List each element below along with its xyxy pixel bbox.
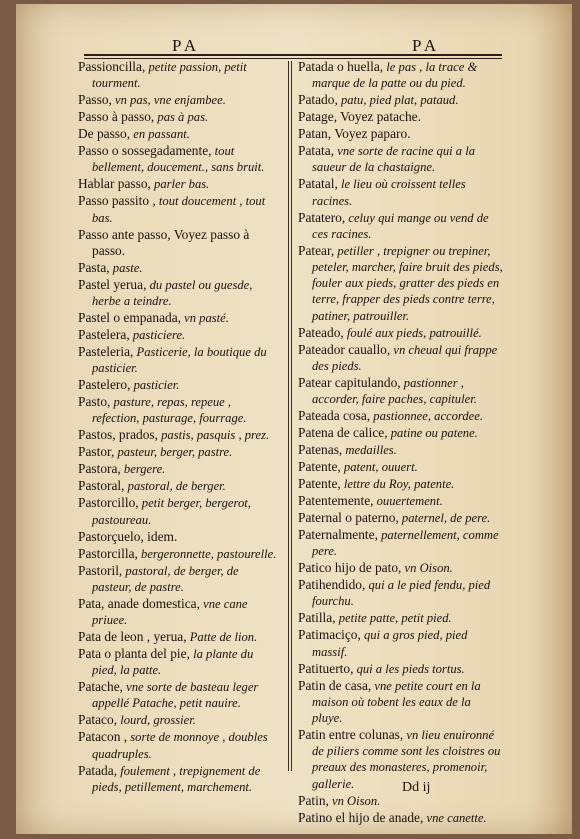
dictionary-entry: [298, 143, 504, 175]
entry-translation: petiller , trepigner ou trepiner, peteler, marcher, faire bruit des pieds, fouler aux pieds, gratter des pieds en terre, frapper des pieds contre terre, patiner, patrouiller.: [312, 243, 503, 323]
entry-headword: Patatero,: [298, 209, 346, 225]
dictionary-entry: [298, 92, 504, 108]
entry-headword: Pataco,: [78, 712, 118, 728]
entry-headword: Paternal o paterno,: [298, 510, 399, 526]
entry-translation: qui a les pieds tortus.: [353, 661, 465, 676]
entry-translation: pastis, pasquis , prez.: [157, 428, 270, 443]
entry-translation: le lieu où croissent telles racines.: [312, 177, 466, 208]
dictionary-entry: [298, 661, 504, 677]
entry-headword: Pastorçuelo, idem.: [78, 528, 178, 544]
entry-headword: Patata,: [298, 143, 335, 159]
entry-headword: Pastor,: [78, 444, 115, 460]
running-header-left: PA: [172, 36, 201, 55]
dictionary-entry: [78, 596, 280, 628]
entry-headword: Pata de leon , yerua,: [78, 629, 187, 645]
entry-translation: du pastel ou guesde, herbe a teindre.: [92, 277, 253, 309]
entry-headword: Passo à passo,: [78, 109, 155, 125]
entry-translation: qui a gros pied, pied massif.: [312, 628, 468, 659]
entry-translation: bergeronnette, pastourelle.: [137, 546, 277, 561]
dictionary-entry: [78, 444, 280, 460]
dictionary-entry: [78, 327, 280, 343]
running-header-right: PA: [412, 36, 441, 55]
entry-translation: bergere.: [120, 462, 166, 477]
dictionary-entry: [298, 810, 504, 826]
entry-translation: lettre du Roy, patente.: [340, 477, 455, 492]
entry-translation: Pasticerie, la boutique du pasticier.: [92, 345, 267, 376]
entry-translation: petite patte, petit pied.: [335, 611, 452, 626]
dictionary-entry: [78, 227, 280, 259]
entry-headword: De passo,: [78, 126, 131, 142]
dictionary-entry: [298, 527, 504, 559]
entry-translation: tout bellement, doucement., sans bruit.: [92, 144, 265, 175]
entry-headword: Pastelero,: [78, 377, 131, 393]
dictionary-entry: [78, 277, 280, 309]
entry-headword: Patente,: [298, 459, 341, 475]
entry-headword: Patente,: [298, 476, 341, 492]
entry-headword: Pastora,: [78, 461, 121, 477]
entry-headword: Patilla,: [298, 610, 336, 626]
dictionary-entry: [78, 176, 280, 192]
dictionary-entry: [78, 193, 280, 225]
dictionary-entry: [78, 461, 280, 477]
dictionary-entry: [298, 342, 504, 374]
entry-headword: Patihendido,: [298, 577, 366, 593]
entry-headword: Patatal,: [298, 176, 338, 192]
dictionary-entry: [78, 679, 280, 711]
dictionary-entry: [78, 495, 280, 527]
entry-headword: Patacon ,: [78, 729, 128, 745]
entry-translation: pastionner , accorder, faire paches, capituler.: [312, 375, 477, 407]
entry-headword: Patin de casa,: [298, 677, 372, 693]
entry-translation: la plante du pied, la patte.: [92, 647, 254, 678]
dictionary-entry: [298, 126, 504, 142]
dictionary-entry: [78, 712, 280, 728]
entry-translation: en passant.: [130, 127, 190, 142]
dictionary-entry: [298, 243, 504, 324]
entry-headword: Patear,: [298, 242, 335, 258]
dictionary-entry: [78, 143, 280, 175]
dictionary-entry: [78, 92, 280, 108]
dictionary-entry: [78, 377, 280, 393]
entry-headword: Patico hijo de pato,: [298, 560, 402, 576]
dictionary-entry: [298, 408, 504, 424]
entry-headword: Pastos, prados,: [78, 427, 158, 443]
entry-headword: Pateado,: [298, 324, 344, 340]
entry-headword: Pastoril,: [78, 562, 123, 578]
left-column: [78, 59, 280, 796]
entry-translation: Patte de lion.: [186, 630, 258, 645]
entry-translation: celuy qui mange ou vend de ces racines.: [312, 210, 489, 241]
entry-translation: patine ou patene.: [387, 426, 478, 441]
entry-headword: Pasta,: [78, 259, 110, 275]
entry-headword: Pastelera,: [78, 327, 130, 343]
entry-headword: Passioncilla,: [78, 59, 146, 74]
entry-headword: Patear capitulando,: [298, 374, 401, 390]
entry-headword: Patada,: [78, 762, 118, 778]
dictionary-entry: [298, 510, 504, 526]
entry-headword: Passo o sossegadamente,: [78, 143, 212, 159]
entry-translation: paste.: [109, 260, 143, 275]
entry-headword: Patage, Voyez patache.: [298, 109, 421, 125]
dictionary-entry: [78, 427, 280, 443]
entry-headword: Pastorcilla,: [78, 545, 138, 561]
entry-translation: pasteur, berger, pastre.: [114, 445, 233, 460]
entry-headword: Passo,: [78, 92, 112, 108]
entry-headword: Passo ante passo, Voyez passo à passo.: [78, 226, 250, 258]
dictionary-entry: [298, 109, 504, 125]
dictionary-entry: [78, 629, 280, 645]
entry-translation: vne petite court en la maison où tobent les eaux de la pluye.: [312, 678, 481, 726]
entry-translation: patu, pied plat, pataud.: [337, 93, 459, 108]
dictionary-entry: [298, 678, 504, 727]
entry-translation: paternellement, comme pere.: [312, 528, 499, 559]
entry-translation: pastoral, de berger.: [124, 479, 226, 494]
entry-headword: Pastel yerua,: [78, 276, 147, 292]
entry-translation: pasture, repas, repeue , refection, pasturage, fourrage.: [92, 395, 247, 426]
dictionary-entry: [78, 394, 280, 426]
entry-headword: Passo passito ,: [78, 193, 156, 209]
entry-headword: Patan, Voyez paparo.: [298, 126, 411, 142]
entry-translation: lourd, grossier.: [117, 713, 196, 728]
dictionary-entry: [298, 325, 504, 341]
entry-translation: vn cheual qui frappe des pieds.: [312, 342, 498, 373]
entry-headword: Patache,: [78, 679, 123, 695]
dictionary-entry: [78, 260, 280, 276]
dictionary-entry: [78, 126, 280, 142]
entry-headword: Patenas,: [298, 442, 343, 458]
entry-translation: sorte de monnoye , doubles quadruples.: [92, 730, 268, 761]
entry-translation: pasticiere.: [129, 328, 186, 343]
entry-translation: qui a le pied fendu, pied fourchu.: [312, 578, 491, 609]
entry-translation: pastoral, de berger, de pasteur, de pastre.: [92, 563, 239, 594]
dictionary-entry: [298, 442, 504, 458]
dictionary-entry: [78, 310, 280, 326]
dictionary-entry: [78, 529, 280, 545]
entry-headword: Pateador cauallo,: [298, 341, 391, 357]
entry-headword: Patituerto,: [298, 660, 354, 676]
entry-headword: Pasteleria,: [78, 344, 134, 360]
dictionary-entry: [298, 59, 504, 91]
entry-translation: petit berger, bergerot, pastoureau.: [92, 496, 251, 527]
entry-headword: Patin entre colunas,: [298, 727, 404, 743]
entry-translation: pasticier.: [130, 378, 180, 393]
entry-translation: pastionnee, accordee.: [370, 409, 483, 424]
dictionary-entry: [78, 646, 280, 678]
entry-translation: foulé aux pieds, patrouillé.: [343, 325, 482, 340]
entry-headword: Patada o huella,: [298, 59, 384, 74]
dictionary-entry: [298, 210, 504, 242]
entry-translation: vn Oison.: [328, 793, 381, 808]
signature-mark: Dd ij: [402, 780, 431, 795]
entry-translation: vn Oison.: [401, 561, 453, 576]
entry-headword: Patino el hijo de anade,: [298, 809, 424, 825]
entry-translation: parler bas.: [150, 177, 210, 192]
entry-headword: Pastoral,: [78, 478, 125, 494]
entry-translation: vn pasté.: [181, 311, 229, 326]
entry-translation: vne cane priuee.: [92, 596, 248, 628]
entry-translation: foulement , trepignement de pieds, petillement, marchement.: [92, 763, 261, 794]
entry-translation: vn pas, vne enjambee.: [111, 93, 226, 108]
dictionary-entry: [78, 729, 280, 761]
dictionary-entry: [78, 109, 280, 125]
dictionary-entry: [298, 560, 504, 576]
dictionary-entry: [298, 493, 504, 509]
dictionary-entry: [78, 763, 280, 795]
dictionary-entry: [298, 425, 504, 441]
entry-headword: Patin,: [298, 792, 329, 808]
entry-translation: petite passion, petit tourment.: [92, 60, 247, 91]
dictionary-entry: [298, 727, 504, 792]
dictionary-entry: [298, 176, 504, 208]
dictionary-entry: [78, 546, 280, 562]
entry-headword: Pata, anade domestica,: [78, 595, 200, 611]
entry-headword: Patado,: [298, 92, 338, 108]
entry-headword: Paternalmente,: [298, 527, 378, 543]
entry-headword: Pata o planta del pie,: [78, 646, 190, 662]
column-divider: [288, 61, 292, 771]
dictionary-entry: [298, 627, 504, 659]
dictionary-entry: [78, 344, 280, 376]
dictionary-entry: [78, 563, 280, 595]
entry-headword: Patena de calice,: [298, 425, 388, 441]
entry-headword: Patentemente,: [298, 493, 374, 509]
entry-translation: patent, ouuert.: [340, 460, 418, 475]
dictionary-entry: [78, 59, 280, 91]
right-column: [298, 59, 504, 827]
entry-translation: vne canette.: [423, 810, 487, 825]
entry-translation: paternel, de pere.: [398, 511, 491, 526]
entry-translation: pas à pas.: [154, 110, 209, 125]
entry-translation: vne sorte de basteau leger appellé Patache, petit nauire.: [92, 680, 259, 711]
entry-translation: medailles.: [342, 443, 397, 458]
entry-headword: Patimaciço,: [298, 627, 361, 643]
entry-headword: Pateada cosa,: [298, 408, 371, 424]
dictionary-entry: [298, 459, 504, 475]
book-page: [16, 4, 572, 834]
dictionary-entry: [298, 476, 504, 492]
dictionary-entry: [298, 610, 504, 626]
dictionary-entry: [298, 375, 504, 407]
entry-translation: vn lieu enuironné de piliers comme sont les cloistres ou preaux des monasteres, promenoir, gallerie.: [312, 728, 501, 791]
entry-headword: Pastorcillo,: [78, 495, 139, 511]
dictionary-entry: [78, 478, 280, 494]
entry-translation: vne sorte de racine qui a la saueur de la chastaigne.: [312, 144, 476, 175]
entry-headword: Pastel o empanada,: [78, 310, 181, 326]
entry-headword: Hablar passo,: [78, 176, 151, 192]
dictionary-entry: [298, 577, 504, 609]
entry-translation: ouuertement.: [373, 494, 443, 509]
entry-translation: tout doucement , tout bas.: [92, 194, 266, 225]
entry-translation: le pas , la trace & marque de la patte ou du pied.: [312, 60, 478, 91]
dictionary-entry: [298, 793, 504, 809]
entry-headword: Pasto,: [78, 394, 111, 410]
